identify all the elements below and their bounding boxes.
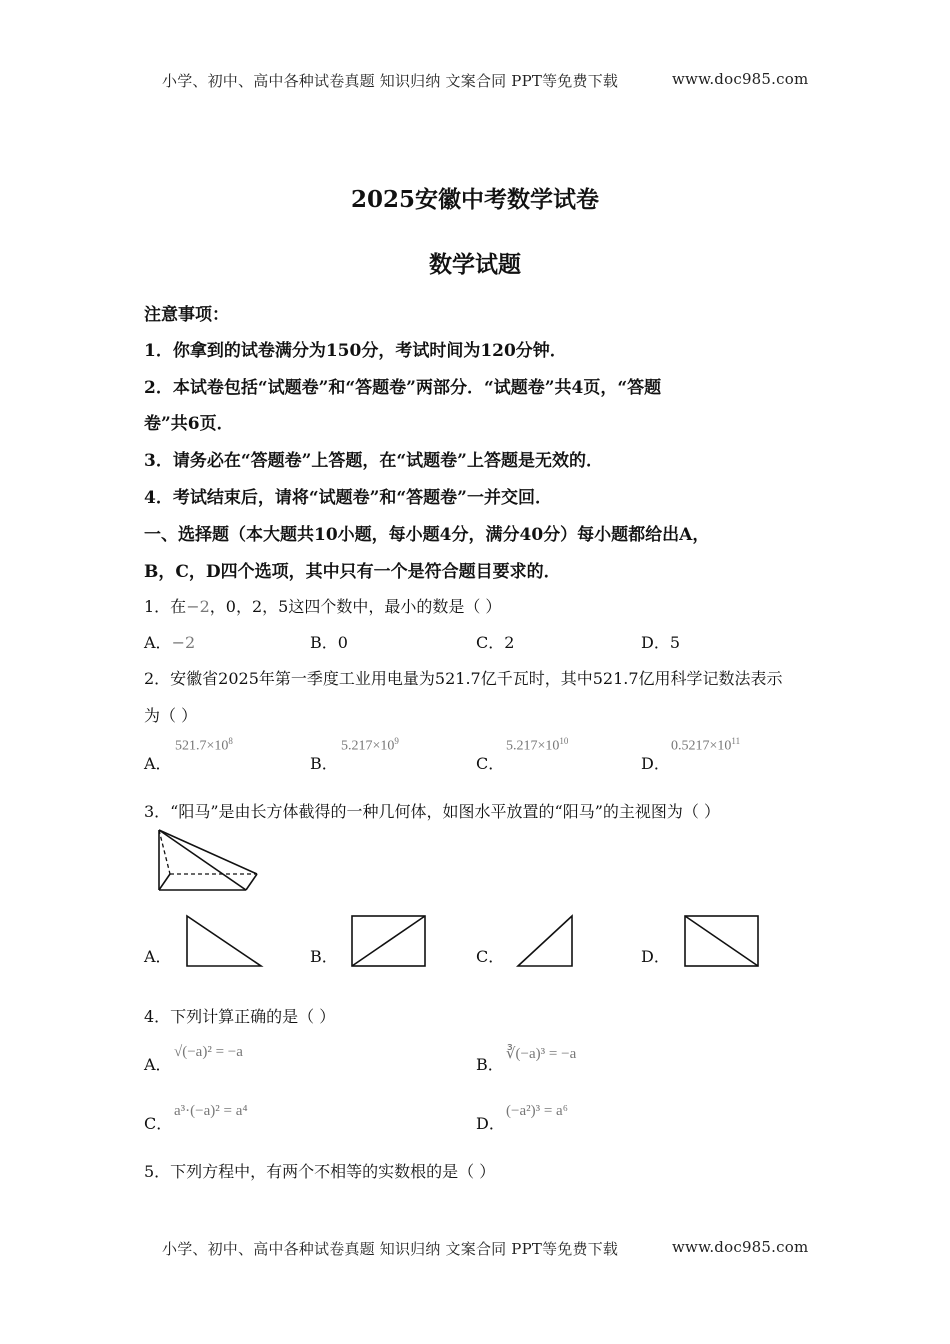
page-subtitle: 数学试题 [429,251,521,278]
page-title: 2025安徽中考数学试卷 [350,186,599,213]
q1-stem-math: −2 [186,597,210,616]
q1-option-a[interactable]: A．−2 [144,633,196,652]
q2-option-b-expr: $5.217\times 10^9$ [341,736,399,754]
header-text: 小学、初中、高中各种试卷真题 知识归纳 文案合同 PPT等免费下载 [162,72,619,90]
q2-option-c-expr: $5.217\times 10^{10}$ [506,736,569,754]
note-2b: 卷”共6页． [144,414,234,434]
q1-option-d[interactable]: D．5 [641,633,681,652]
q4-option-d-expr: (−a²)³ = a⁶ [506,1103,568,1119]
note-1: 1．你拿到的试卷满分为150分，考试时间为120分钟． [144,341,567,361]
q4-option-c-expr: a³·(−a)² = a⁴ [174,1103,248,1119]
q2-option-c-label[interactable]: C． [476,754,505,773]
q3-option-c[interactable]: C． [476,947,505,966]
note-4: 4．考试结束后，请将“试题卷”和“答题卷”一并交回． [144,488,552,508]
header-url[interactable]: www.doc985.com [672,70,809,88]
footer-url[interactable]: www.doc985.com [672,1238,809,1256]
q1-option-b[interactable]: B．0 [310,633,348,652]
q1-stem: 1．在−2，0，2，5这四个数中，最小的数是（ ） [144,597,502,616]
q1-option-c[interactable]: C．2 [476,633,515,652]
q4-stem: 4．下列计算正确的是（ ） [144,1007,336,1026]
q2-option-a-expr: $521.7\times 10^8$ [175,736,233,754]
q4-option-d-label[interactable]: D． [476,1114,505,1133]
q3-option-d[interactable]: D． [641,947,670,966]
q3-option-d-figure [681,912,763,970]
section1-line2: B，C，D四个选项，其中只有一个是符合题目要求的． [144,562,561,582]
q2-option-d-expr: $0.5217\times 10^{11}$ [671,736,741,754]
q3-option-a[interactable]: A． [144,947,172,966]
q2-stem-b: 为（ ） [144,706,198,725]
note-3: 3．请务必在“答题卷”上答题，在“试题卷”上答题是无效的． [144,451,603,471]
q3-stem: 3．“阳马”是由长方体截得的一种几何体，如图水平放置的“阳马”的主视图为（ ） [144,802,720,821]
yangma-solid-figure [150,826,262,896]
q2-option-d-label[interactable]: D． [641,754,670,773]
q4-option-a-label[interactable]: A． [144,1055,172,1074]
q4-option-b-label[interactable]: B． [476,1055,504,1074]
q2-option-b-label[interactable]: B． [310,754,338,773]
q5-stem: 5．下列方程中，有两个不相等的实数根的是（ ） [144,1162,496,1181]
notes-heading: 注意事项： [144,305,229,325]
q4-option-b-expr: ∛(−a)³ = −a [506,1046,577,1062]
footer-text: 小学、初中、高中各种试卷真题 知识归纳 文案合同 PPT等免费下载 [162,1240,619,1258]
note-2a: 2．本试卷包括“试题卷”和“答题卷”两部分．“试题卷”共4页，“答题 [144,378,662,398]
q4-option-c-label[interactable]: C． [144,1114,173,1133]
section1-line1: 一、选择题（本大题共10小题，每小题4分，满分40分）每小题都给出A， [144,525,710,545]
q2-option-a-label[interactable]: A． [144,754,172,773]
q4-option-a-expr: √(−a)² = −a [174,1044,243,1060]
q2-stem-a: 2．安徽省2025年第一季度工业用电量为521.7亿千瓦时，其中521.7亿用科学记数法表示 [144,669,783,688]
q3-option-b-figure [348,912,430,970]
q3-option-b[interactable]: B． [310,947,338,966]
q3-option-a-figure [183,912,265,970]
q3-option-c-figure [514,912,578,970]
